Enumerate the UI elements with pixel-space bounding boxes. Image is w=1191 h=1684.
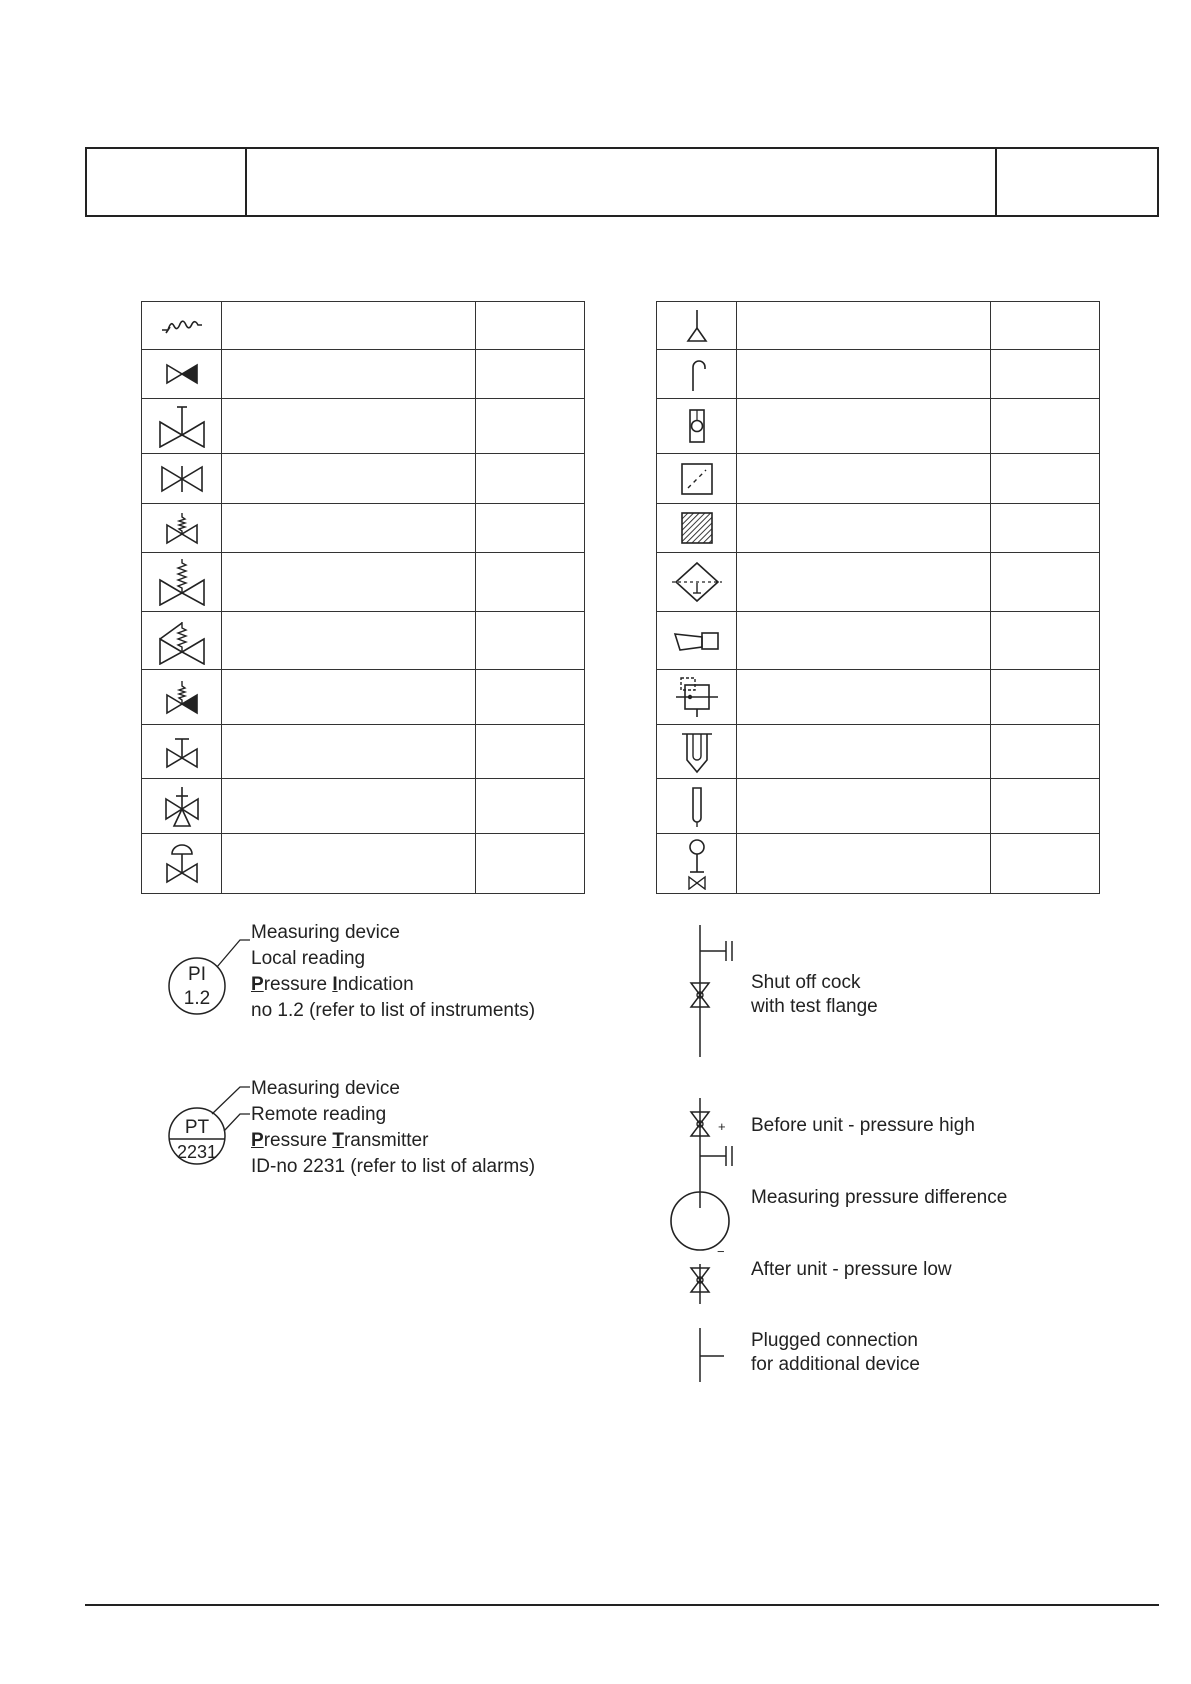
row-description xyxy=(737,454,991,504)
row-reference xyxy=(991,350,1100,399)
row-reference xyxy=(991,612,1100,670)
pt-line1: Measuring device xyxy=(251,1078,400,1099)
minus-sign: − xyxy=(717,1244,725,1259)
table-row xyxy=(657,350,1100,399)
row-reference xyxy=(991,454,1100,504)
table-row xyxy=(142,834,585,894)
row-reference xyxy=(991,725,1100,779)
stop-valve-handwheel-icon xyxy=(142,399,222,454)
pi-line3-letter-i: I xyxy=(332,974,338,995)
row-description xyxy=(737,350,991,399)
plugged-line2: for additional device xyxy=(751,1354,920,1375)
header-cell-left xyxy=(87,149,247,215)
row-description xyxy=(222,399,476,454)
pt-line3-letter-t: T xyxy=(332,1130,344,1151)
row-reference xyxy=(991,504,1100,553)
table-row xyxy=(657,399,1100,454)
pi-line3-part-b: ndication xyxy=(337,974,414,995)
table-row xyxy=(657,834,1100,894)
pi-line1: Measuring device xyxy=(251,922,400,943)
row-description xyxy=(222,302,476,350)
pump-icon xyxy=(657,612,737,670)
row-description xyxy=(222,670,476,725)
plugged-line1: Plugged connection xyxy=(751,1330,918,1351)
header-box xyxy=(85,147,1159,217)
pt-line2: Remote reading xyxy=(251,1104,387,1125)
table-row xyxy=(657,504,1100,553)
pi-symbol-bottom: 1.2 xyxy=(183,988,211,1009)
row-reference xyxy=(476,670,585,725)
row-description xyxy=(737,670,991,725)
table-row xyxy=(142,779,585,834)
sight-glass-icon xyxy=(657,399,737,454)
safety-valve-large-icon xyxy=(142,553,222,612)
header-cell-title xyxy=(247,149,997,215)
row-reference xyxy=(476,834,585,894)
row-description xyxy=(222,612,476,670)
row-description xyxy=(737,504,991,553)
table-row xyxy=(657,670,1100,725)
pt-line3-letter-p: P xyxy=(251,1130,264,1151)
pt-line3 xyxy=(251,1128,535,1154)
flexible-hose-icon xyxy=(142,302,222,350)
pi-instrument-symbol xyxy=(160,920,260,1020)
table-row xyxy=(142,612,585,670)
row-reference xyxy=(991,399,1100,454)
row-reference xyxy=(991,834,1100,894)
temperature-sensor-icon xyxy=(657,725,737,779)
table-row xyxy=(142,454,585,504)
thermometer-pocket-icon xyxy=(657,779,737,834)
heat-exchanger-icon xyxy=(657,504,737,553)
pt-line3-part-b: ransmitter xyxy=(343,1130,429,1151)
row-reference xyxy=(476,725,585,779)
row-reference xyxy=(991,302,1100,350)
air-vent-pipe-icon xyxy=(657,350,737,399)
row-reference xyxy=(476,454,585,504)
pt-symbol-top: PT xyxy=(184,1117,210,1138)
table-row xyxy=(142,399,585,454)
pt-legend-text xyxy=(251,1076,535,1180)
row-description xyxy=(222,553,476,612)
row-description xyxy=(737,834,991,894)
row-reference xyxy=(476,504,585,553)
pt-line4: ID-no 2231 (refer to list of alarms) xyxy=(251,1156,536,1177)
shutoff-line2: with test flange xyxy=(751,996,878,1017)
shutoff-cock-diagram xyxy=(660,925,740,1060)
water-separator-icon xyxy=(657,553,737,612)
row-description xyxy=(222,350,476,399)
pressure-difference-diagram xyxy=(660,1098,750,1308)
plugged-text xyxy=(751,1329,920,1377)
three-way-valve-icon xyxy=(142,779,222,834)
row-reference xyxy=(991,779,1100,834)
table-row xyxy=(657,725,1100,779)
pt-instrument-symbol xyxy=(160,1077,260,1177)
funnel-drain-icon xyxy=(657,302,737,350)
row-description xyxy=(737,302,991,350)
row-reference xyxy=(476,399,585,454)
pi-line3 xyxy=(251,972,535,998)
row-description xyxy=(737,779,991,834)
pi-line3-part-a: ressure xyxy=(263,974,333,995)
pi-line4: no 1.2 (refer to list of instruments) xyxy=(251,1000,536,1021)
angle-safety-valve-icon xyxy=(142,612,222,670)
safety-valve-small-icon xyxy=(142,504,222,553)
table-row xyxy=(657,553,1100,612)
row-description xyxy=(737,612,991,670)
right-symbol-table xyxy=(656,301,1100,894)
table-row xyxy=(142,350,585,399)
row-description xyxy=(222,454,476,504)
table-row xyxy=(142,553,585,612)
pi-legend-text xyxy=(251,920,535,1024)
left-symbol-table xyxy=(141,301,585,894)
table-row xyxy=(142,670,585,725)
row-description xyxy=(737,553,991,612)
pi-symbol-top: PI xyxy=(188,964,206,985)
row-description xyxy=(737,399,991,454)
row-description xyxy=(222,779,476,834)
table-row xyxy=(657,454,1100,504)
row-reference xyxy=(476,612,585,670)
table-row xyxy=(142,504,585,553)
row-reference xyxy=(991,670,1100,725)
row-description xyxy=(737,725,991,779)
drain-valve-icon xyxy=(657,834,737,894)
row-reference xyxy=(476,553,585,612)
plus-sign: + xyxy=(718,1119,726,1134)
diff-measuring-text: Measuring pressure difference xyxy=(751,1187,1008,1208)
pi-line3-letter-p: P xyxy=(251,974,264,995)
non-return-valve-icon xyxy=(142,350,222,399)
table-row xyxy=(657,302,1100,350)
pi-line2: Local reading xyxy=(251,948,366,969)
row-reference xyxy=(991,553,1100,612)
table-row xyxy=(142,302,585,350)
row-reference xyxy=(476,302,585,350)
diff-before-text: Before unit - pressure high xyxy=(751,1115,975,1136)
header-cell-right xyxy=(997,149,1157,215)
footer-rule xyxy=(85,1604,1159,1606)
shutoff-text xyxy=(751,971,878,1019)
table-row xyxy=(142,725,585,779)
solenoid-valve-icon xyxy=(657,670,737,725)
table-row xyxy=(657,612,1100,670)
shutoff-line1: Shut off cock xyxy=(751,972,861,993)
row-description xyxy=(222,834,476,894)
diaphragm-valve-icon xyxy=(142,834,222,894)
row-description xyxy=(222,504,476,553)
shut-off-valve-icon xyxy=(142,725,222,779)
row-reference xyxy=(476,779,585,834)
row-reference xyxy=(476,350,585,399)
table-row xyxy=(657,779,1100,834)
diff-after-text: After unit - pressure low xyxy=(751,1259,952,1280)
plugged-connection-diagram xyxy=(660,1326,740,1384)
pt-line3-part-a: ressure xyxy=(263,1130,333,1151)
non-return-safety-valve-icon xyxy=(142,670,222,725)
gate-valve-icon xyxy=(142,454,222,504)
pt-symbol-bottom: 2231 xyxy=(176,1142,218,1162)
filter-icon xyxy=(657,454,737,504)
row-description xyxy=(222,725,476,779)
